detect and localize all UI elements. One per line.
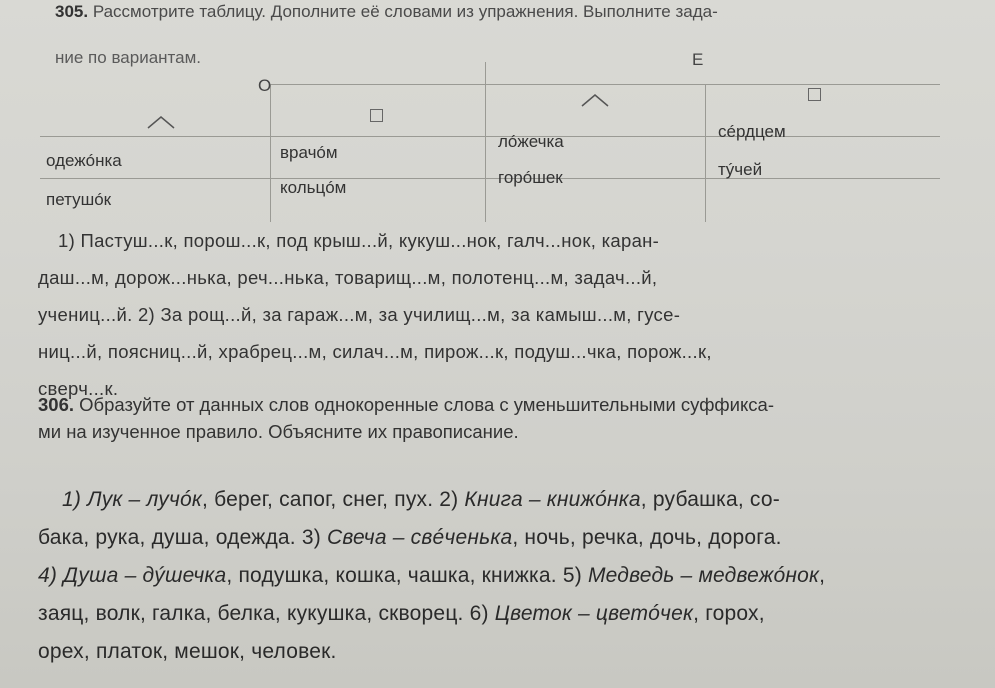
text-line: учениц...й. 2) За рощ...й, за гараж...м, за училищ...м, за камыш...м, гусе-: [38, 304, 681, 325]
table-rule: [270, 84, 940, 85]
table-cell: одежóнка: [46, 151, 122, 170]
table-cell: кольцóм: [280, 178, 347, 197]
example-italic: Книга – книжóнка: [464, 488, 641, 511]
text-line: [38, 481, 825, 519]
table-rule: [485, 62, 486, 222]
exercise-306-header: [38, 391, 774, 445]
exercise-305-number: 305.: [55, 2, 89, 21]
exercise-306-instruction: Образуйте от данных слов однокоренные слова с уменьшительными суффикса-: [79, 394, 774, 415]
text-span: , горох,: [693, 602, 765, 625]
text-span: бака, рука, душа, одежда. 3): [38, 526, 327, 549]
exercise-306-body: [38, 481, 825, 671]
text-span: ,: [819, 564, 826, 587]
text-line: ниц...й, поясниц...й, храбрец...м, силач...м, пирож...к, подуш...чка, порож...к,: [38, 341, 712, 362]
exercise-305-body: [38, 222, 975, 407]
column-o-header: О: [258, 76, 272, 95]
table-cell: лóжечка: [498, 132, 564, 151]
text-line: 1) Пастуш...к, порош...к, под крыш...й, кукуш...нок, галч...нок, каран-: [58, 230, 660, 251]
suffix-caret-icon: [146, 114, 176, 130]
example-italic: Цветок – цветóчек: [494, 602, 694, 625]
suffix-caret-icon: [580, 92, 610, 108]
text-span: орех, платок, мешок, человек.: [38, 640, 337, 663]
text-line: [38, 519, 825, 557]
table-cell: врачóм: [280, 143, 338, 162]
table-cell: сéрдцем: [718, 122, 786, 141]
text-line: [38, 633, 825, 671]
exercise-305-instruction: Рассмотрите таблицу. Дополните её словами из упражнения. Выполните зада-: [92, 2, 718, 21]
text-span: , ночь, речка, дочь, дорога.: [512, 526, 782, 549]
text-line: [38, 595, 825, 633]
text-span: , подушка, кошка, чашка, книжка. 5): [226, 564, 588, 587]
table-rule: [40, 136, 940, 137]
table-rule: [40, 178, 940, 179]
text-line: сверч...к.: [38, 378, 119, 399]
text-span: заяц, волк, галка, белка, кукушка, скворец. 6): [38, 602, 495, 625]
example-italic: 1) Лук – лучóк: [62, 488, 203, 511]
example-italic: Медведь – медвежóнок: [587, 564, 820, 587]
text-line: [38, 557, 825, 595]
exercise-305-header: [55, 2, 718, 22]
table-cell: горóшек: [498, 168, 563, 187]
ending-box-icon: [808, 88, 821, 101]
example-italic: Свеча – свéченька: [326, 526, 513, 549]
text-span: , рубашка, со-: [640, 488, 780, 511]
exercise-305-instruction-line2: ние по вариантам.: [55, 48, 201, 67]
exercise-306-number: 306.: [38, 394, 75, 415]
ending-box-icon: [370, 109, 383, 122]
table-rule: [270, 84, 271, 222]
column-e-header: Е: [692, 50, 704, 69]
example-italic: 4) Душа – дýшечка: [38, 564, 227, 587]
exercise-306-instruction-line2: ми на изученное правило. Объясните их правописание.: [38, 421, 519, 442]
text-line: даш...м, дорож...нька, реч...нька, товарищ...м, полотенц...м, задач...й,: [38, 267, 658, 288]
table-cell: тýчей: [718, 160, 763, 179]
text-span: , берег, сапог, снег, пух. 2): [202, 488, 465, 511]
table-cell: петушóк: [46, 190, 112, 209]
table-rule: [705, 84, 706, 222]
